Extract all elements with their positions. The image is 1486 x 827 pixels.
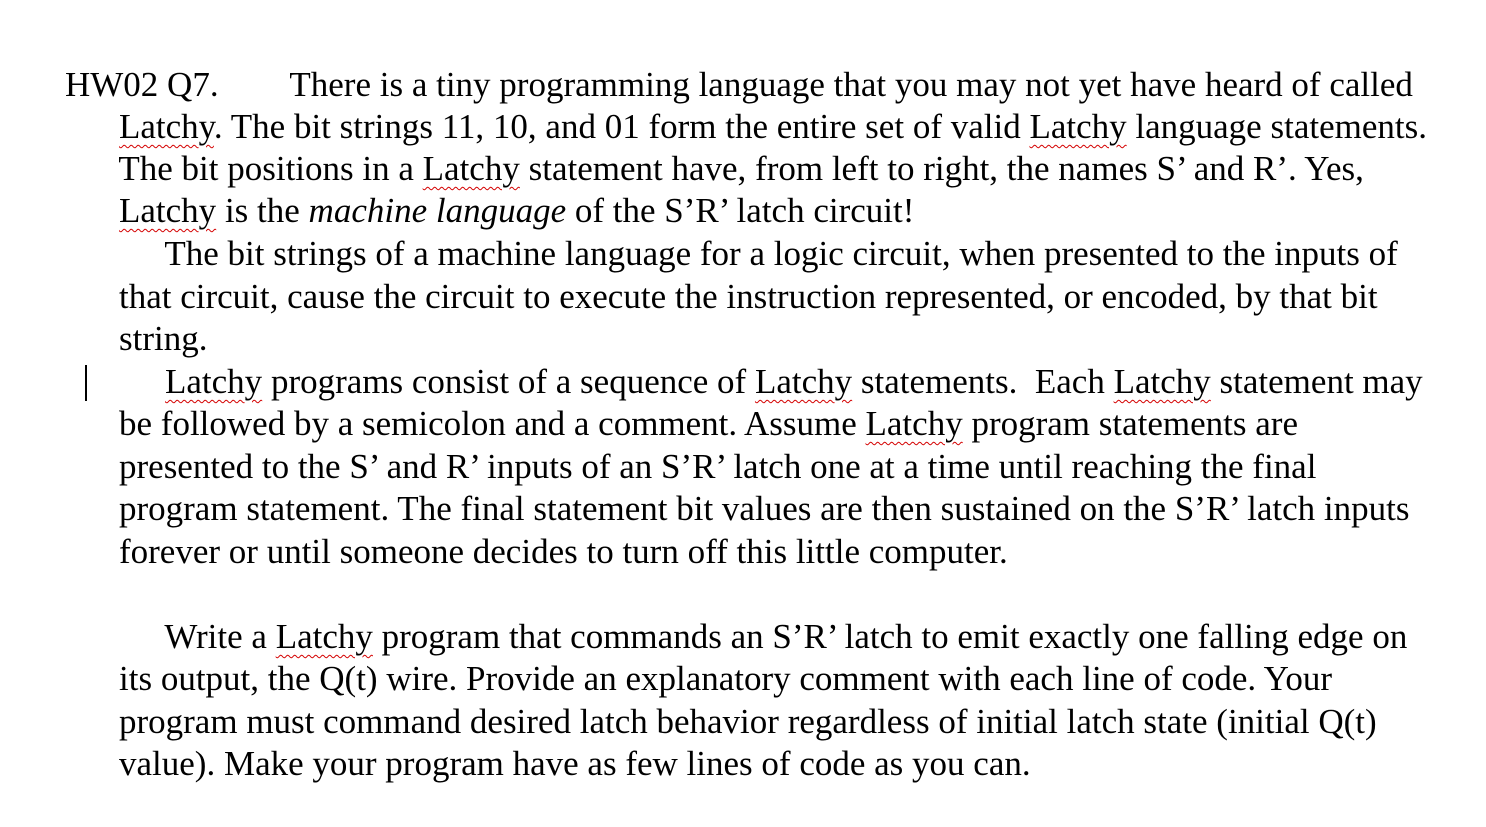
text-line-12 xyxy=(84,489,1008,571)
line-1-text: There is a tiny programming language that you may not yet have heard of called xyxy=(289,65,1413,104)
line-15-text: program must command desired latch behavior regardless of initial latch state (initial Q(t) xyxy=(119,702,1377,741)
line-6-text: that circuit, cause the circuit to execute the instruction represented, or encoded, by that bit xyxy=(119,277,1378,316)
text-line-14 xyxy=(84,616,1333,698)
misspelled-word: Latchy xyxy=(275,617,373,656)
line-5-text: The bit strings of a machine language for a logic circuit, when presented to the inputs of xyxy=(164,234,1398,273)
line-2-text-a: . The bit strings 11, 10, and 01 form the entire set of valid xyxy=(213,107,1030,146)
misspelled-word: Latchy xyxy=(754,362,853,401)
line-7-text: string. xyxy=(119,319,208,358)
text-line-4 xyxy=(84,148,915,230)
italic-phrase: machine language xyxy=(308,191,567,230)
line-8-text-c: statement may xyxy=(1210,362,1423,401)
text-line-2 xyxy=(84,64,1427,146)
line-8-text-a: programs consist of a sequence of xyxy=(262,362,755,401)
heading-label: HW02 Q7. xyxy=(65,65,219,104)
text-line-13 xyxy=(130,574,1408,656)
line-3-text-a: The bit positions in a xyxy=(118,149,423,188)
misspelled-word: Latchy xyxy=(165,362,263,401)
text-line-16 xyxy=(84,701,1031,783)
line-2-text-b: language statements. xyxy=(1126,107,1427,146)
text-line-15 xyxy=(84,659,1377,741)
text-line-8 xyxy=(130,319,1423,401)
line-9-text-b: program statements are xyxy=(962,404,1298,443)
question-heading xyxy=(30,22,219,104)
misspelled-word: Latchy xyxy=(1113,362,1211,401)
text-line-10 xyxy=(84,404,1317,486)
line-4-text-a: is the xyxy=(216,191,309,230)
line-12-text: forever or until someone decides to turn off this little computer. xyxy=(119,532,1008,571)
text-line-5 xyxy=(130,191,1398,273)
line-4-text-b: of the S’R’ latch circuit! xyxy=(566,191,915,230)
misspelled-word: Latchy xyxy=(119,107,214,146)
text-line-3 xyxy=(84,106,1364,188)
text-line-1 xyxy=(255,22,1413,104)
line-8-text-b: statements. Each xyxy=(852,362,1114,401)
line-3-text-b: statement have, from left to right, the names S’ and R’. Yes, xyxy=(519,149,1364,188)
line-14-text: its output, the Q(t) wire. Provide an explanatory comment with each line of code. Your xyxy=(119,659,1333,698)
misspelled-word: Latchy xyxy=(1029,107,1127,146)
line-9-text-a: be followed by a semicolon and a comment. Assume xyxy=(119,404,866,443)
misspelled-word: Latchy xyxy=(422,149,520,188)
line-13-text-b: program that commands an S’R’ latch to emit exactly one falling edge on xyxy=(372,617,1408,656)
misspelled-word: Latchy xyxy=(119,191,217,230)
line-10-text: presented to the S’ and R’ inputs of an S’R’ latch one at a time until reaching the final xyxy=(119,447,1317,486)
line-13-text-a: Write a xyxy=(164,617,276,656)
line-11-text: program statement. The final statement bit values are then sustained on the S’R’ latch inputs xyxy=(119,489,1410,528)
line-16-text: value). Make your program have as few lines of code as you can. xyxy=(119,744,1031,783)
text-line-11 xyxy=(84,446,1410,528)
misspelled-word: Latchy xyxy=(865,404,963,443)
text-line-7 xyxy=(84,276,208,358)
text-line-9[interactable] xyxy=(84,361,1298,443)
text-line-6 xyxy=(84,234,1378,316)
